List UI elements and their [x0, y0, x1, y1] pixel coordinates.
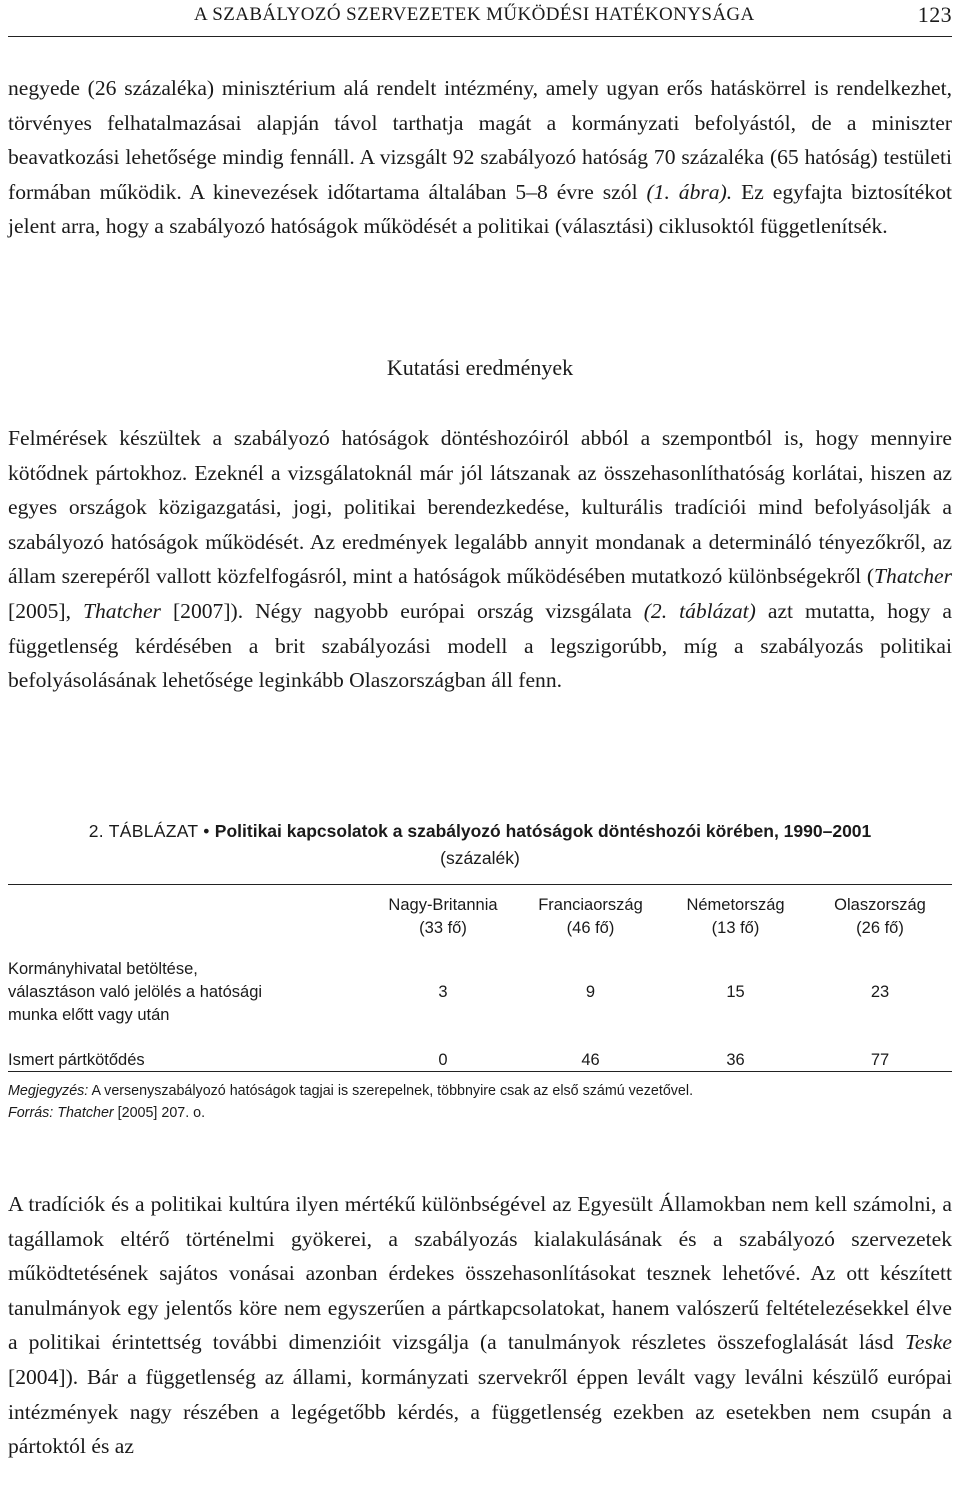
- table-header-empty: [8, 892, 368, 954]
- row-label-line: Kormányhivatal betöltése,: [8, 959, 198, 978]
- column-country: Nagy-Britannia: [388, 896, 498, 914]
- table-caption-line: [8, 818, 952, 845]
- citation-author-2: Thatcher: [82, 598, 161, 623]
- paragraph-2-text-c: [2007]). Négy nagyobb európai ország vizsgálata: [160, 598, 644, 623]
- paragraph-1-text-b: Ez egyfajta biztosítékot jelent arra, hogy a szabályozó hatóságok működését a politikai (választási) ciklusoktól függetlenítsék.: [8, 179, 952, 239]
- column-country: Németország: [686, 896, 785, 914]
- paragraph-2: [8, 421, 952, 698]
- paragraph-3-text-b: [2004]). Bár a függetlenség az állami, kormányzati szervekről éppen levált vagy leválni készülő európai intézmények nagy részében a legégetőbb kérdés, a függetlenség ezekben az esetekben nem csupán a pártoktól és az: [8, 1364, 952, 1459]
- column-count: (33 fő): [419, 919, 467, 937]
- column-count: (46 fő): [566, 919, 615, 937]
- row-label-line: munka előtt vagy után: [8, 1005, 170, 1024]
- data-table: [8, 892, 952, 1082]
- column-count: (13 fő): [711, 919, 760, 937]
- column-header-uk: [368, 892, 518, 954]
- figure-reference: (1. ábra).: [646, 179, 733, 204]
- table-cell: 9: [585, 982, 596, 1001]
- table-source: [8, 1102, 952, 1124]
- table-cell: 23: [870, 982, 890, 1001]
- table-top-rule: [8, 884, 952, 885]
- table-cell: 46: [581, 1050, 600, 1069]
- paragraph-3: [8, 1187, 952, 1464]
- table-cell: 3: [438, 982, 448, 1001]
- table-cell: 15: [726, 982, 745, 1001]
- note-text: A versenyszabályozó hatóságok tagjai is szerepelnek, többnyire csak az első számú vezetővel.: [88, 1083, 694, 1099]
- table-header-row: [8, 892, 952, 954]
- citation-author-3: Teske: [904, 1330, 952, 1355]
- page-number: 123: [917, 2, 952, 27]
- table-cell: 77: [870, 1050, 890, 1069]
- citation-author-1: Thatcher: [874, 564, 952, 589]
- column-country: Franciaország: [538, 896, 643, 914]
- table-row: [8, 1030, 952, 1082]
- running-head-title: A SZABÁLYOZÓ SZERVEZETEK MŰKÖDÉSI HATÉKONYSÁGA: [194, 4, 755, 25]
- paragraph-1: [8, 71, 952, 244]
- table-bottom-rule: [8, 1071, 952, 1072]
- table-caption: [8, 818, 952, 872]
- row-label-line: Ismert pártkötődés: [8, 1050, 145, 1069]
- column-header-it: [808, 892, 952, 954]
- row-label: [8, 1030, 368, 1082]
- table-title: Politikai kapcsolatok a szabályozó hatóságok döntéshozói körében, 1990–2001: [214, 821, 872, 841]
- table-label: 2. TÁBLÁZAT •: [88, 821, 215, 841]
- column-count: (26 fő): [856, 919, 904, 937]
- table-note: [8, 1080, 952, 1102]
- source-text: [2005] 207. o.: [113, 1105, 206, 1121]
- table-reference: (2. táblázat): [643, 598, 756, 623]
- paragraph-2-text-d: azt mutatta, hogy a függetlenség kérdésében a brit szabályozási modell a legszigorúbb, míg a szabályozás politikai befolyásolásának lehetősége leginkább Olaszországban áll fenn.: [8, 598, 952, 693]
- column-header-fr: [518, 892, 663, 954]
- running-head: [8, 2, 952, 28]
- paragraph-3-text-a: A tradíciók és a politikai kultúra ilyen mértékű különbségével az Egyesült Államokban nem kell számolni, a tagállamok eltérő történelmi gyökerei, a szabályozás kialakulásának és a szabályozó szervezetek működtetésének sajátos vonásai azonban érdekes összehasonlításokat tesznek lehetővé. Az ott készített tanulmányok egy jelentős köre nem egyszerűen a pártkapcsolatokat, hanem valószerű feltételezésekkel élve a politikai érintettség további dimenzióit vizsgálja (a tanulmányok részletes összefoglalását lásd: [8, 1192, 952, 1355]
- section-heading: Kutatási eredmények: [386, 355, 574, 380]
- row-label-line: választáson való jelölés a hatósági: [8, 982, 263, 1001]
- column-country: Olaszország: [834, 896, 926, 914]
- row-label: [8, 954, 368, 1030]
- source-label: Forrás: Thatcher: [8, 1105, 114, 1121]
- table-unit: (százalék): [440, 848, 520, 868]
- note-label: Megjegyzés:: [8, 1083, 89, 1099]
- paragraph-2-text-b: [2005],: [8, 598, 83, 623]
- paragraph-1-text-a: negyede (26 százaléka) minisztérium alá rendelt intézmény, amely ugyan erős hatáskörrel is rendelkezhet, törvényes felhatalmazásai alapján távol tarthatja magát a kormányzati befolyástól, de a miniszter beavatkozási lehetősége mindig fennáll. A vizsgált 92 szabályozó hatóság 70 százaléka (65 hatóság) testületi formában működik. A kinevezések időtartama általában 5–8 évre szól: [8, 76, 952, 204]
- paragraph-2-text-a: Felmérések készültek a szabályozó hatóságok döntéshozóiról abból a szempontból is, hogy mennyire kötődnek pártokhoz. Ezeknél a vizsgálatoknál már jól látszanak az összehasonlíthatóság korlátai, hiszen az egyes országok közigazgatási, jogi, politikai berendezkedése, kulturális tradíciói mind befolyásolják a szabályozó hatóságok működését. Az eredmények legalább annyit mondanak a determináló tényezőkről, az állam szerepéről vallott közfelfogásról, mint a hatóságok működésében mutatkozó különbségekről (: [8, 426, 952, 589]
- table-row: [8, 954, 952, 1030]
- table-cell: 36: [726, 1050, 745, 1069]
- column-header-de: [663, 892, 808, 954]
- header-rule: [8, 36, 952, 37]
- table-cell: 0: [438, 1050, 448, 1069]
- table-notes: [8, 1080, 952, 1124]
